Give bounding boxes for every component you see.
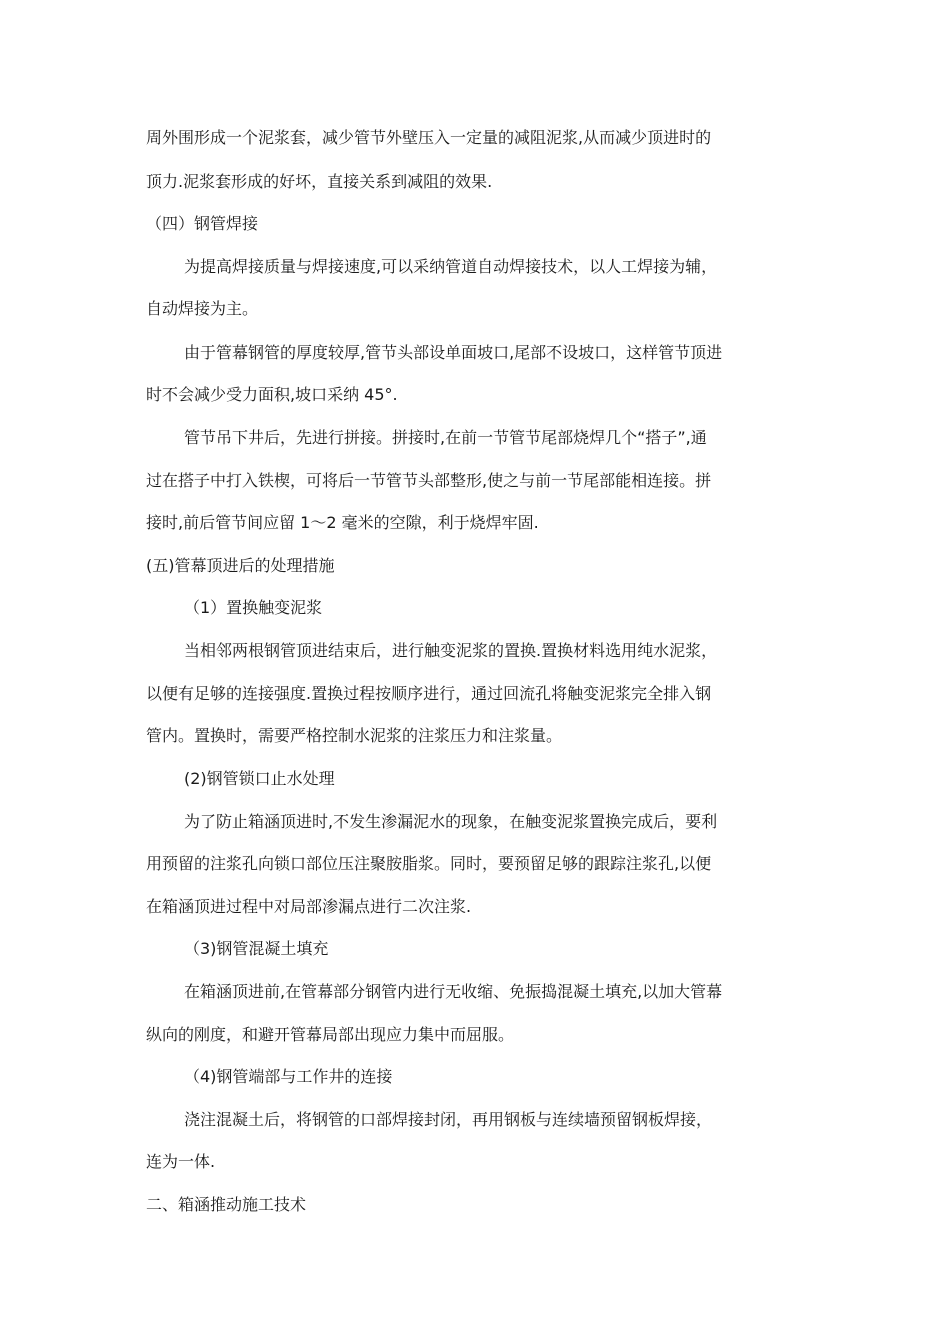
- chapter-heading: 二、箱涵推动施工技术: [146, 1195, 307, 1214]
- paragraph-first-line: 当相邻两根钢管顶进结束后，进行触变泥浆的置换.置换材料选用纯水泥浆，: [184, 641, 718, 660]
- text-line: 用预留的注浆孔向锁口部位压注聚胺脂浆。同时，要预留足够的跟踪注浆孔,以便: [146, 854, 712, 873]
- text-line: 周外围形成一个泥浆套，减少管节外壁压入一定量的减阻泥浆,从而减少顶进时的: [146, 128, 712, 147]
- section-heading: （四）钢管焊接: [146, 214, 259, 233]
- text-line: 连为一体.: [146, 1152, 216, 1171]
- text-line: 时不会减少受力面积,坡口采纳 45°.: [146, 385, 398, 404]
- subsection-heading: （3)钢管混凝土填充: [184, 939, 329, 958]
- paragraph-first-line: 浇注混凝土后，将钢管的口部焊接封闭，再用钢板与连续墙预留钢板焊接，: [184, 1110, 713, 1129]
- paragraph-first-line: 为了防止箱涵顶进时,不发生渗漏泥水的现象，在触变泥浆置换完成后，要利: [184, 812, 718, 831]
- subsection-heading: （1）置换触变泥浆: [184, 598, 323, 617]
- text-line: 以便有足够的连接强度.置换过程按顺序进行，通过回流孔将触变泥浆完全排入钢: [146, 684, 712, 703]
- subsection-heading: （4)钢管端部与工作井的连接: [184, 1067, 393, 1086]
- text-line: 管内。置换时，需要严格控制水泥浆的注浆压力和注浆量。: [146, 726, 563, 745]
- text-line: 纵向的刚度，和避开管幕局部出现应力集中而屈服。: [146, 1025, 515, 1044]
- text-line: 顶力.泥浆套形成的好坏，直接关系到减阻的效果.: [146, 172, 493, 191]
- text-line: 过在搭子中打入铁楔，可将后一节管节头部整形,使之与前一节尾部能相连接。拼: [146, 471, 712, 490]
- text-line: 自动焊接为主。: [146, 299, 259, 318]
- text-line: 在箱涵顶进过程中对局部渗漏点进行二次注浆.: [146, 897, 472, 916]
- paragraph-first-line: 由于管幕钢管的厚度较厚,管节头部设单面坡口,尾部不设坡口，这样管节顶进: [184, 343, 723, 362]
- section-heading: (五)管幕顶进后的处理措施: [146, 556, 335, 575]
- paragraph-first-line: 为提高焊接质量与焊接速度,可以采纳管道自动焊接技术，以人工焊接为辅，: [184, 257, 718, 276]
- paragraph-first-line: 管节吊下井后，先进行拼接。拼接时,在前一节管节尾部烧焊几个“搭子”,通: [184, 428, 707, 447]
- paragraph-first-line: 在箱涵顶进前,在管幕部分钢管内进行无收缩、免振捣混凝土填充,以加大管幕: [184, 982, 723, 1001]
- subsection-heading: (2)钢管锁口止水处理: [184, 769, 335, 788]
- text-line: 接时,前后管节间应留 1～2 毫米的空隙，利于烧焊牢固.: [146, 513, 539, 532]
